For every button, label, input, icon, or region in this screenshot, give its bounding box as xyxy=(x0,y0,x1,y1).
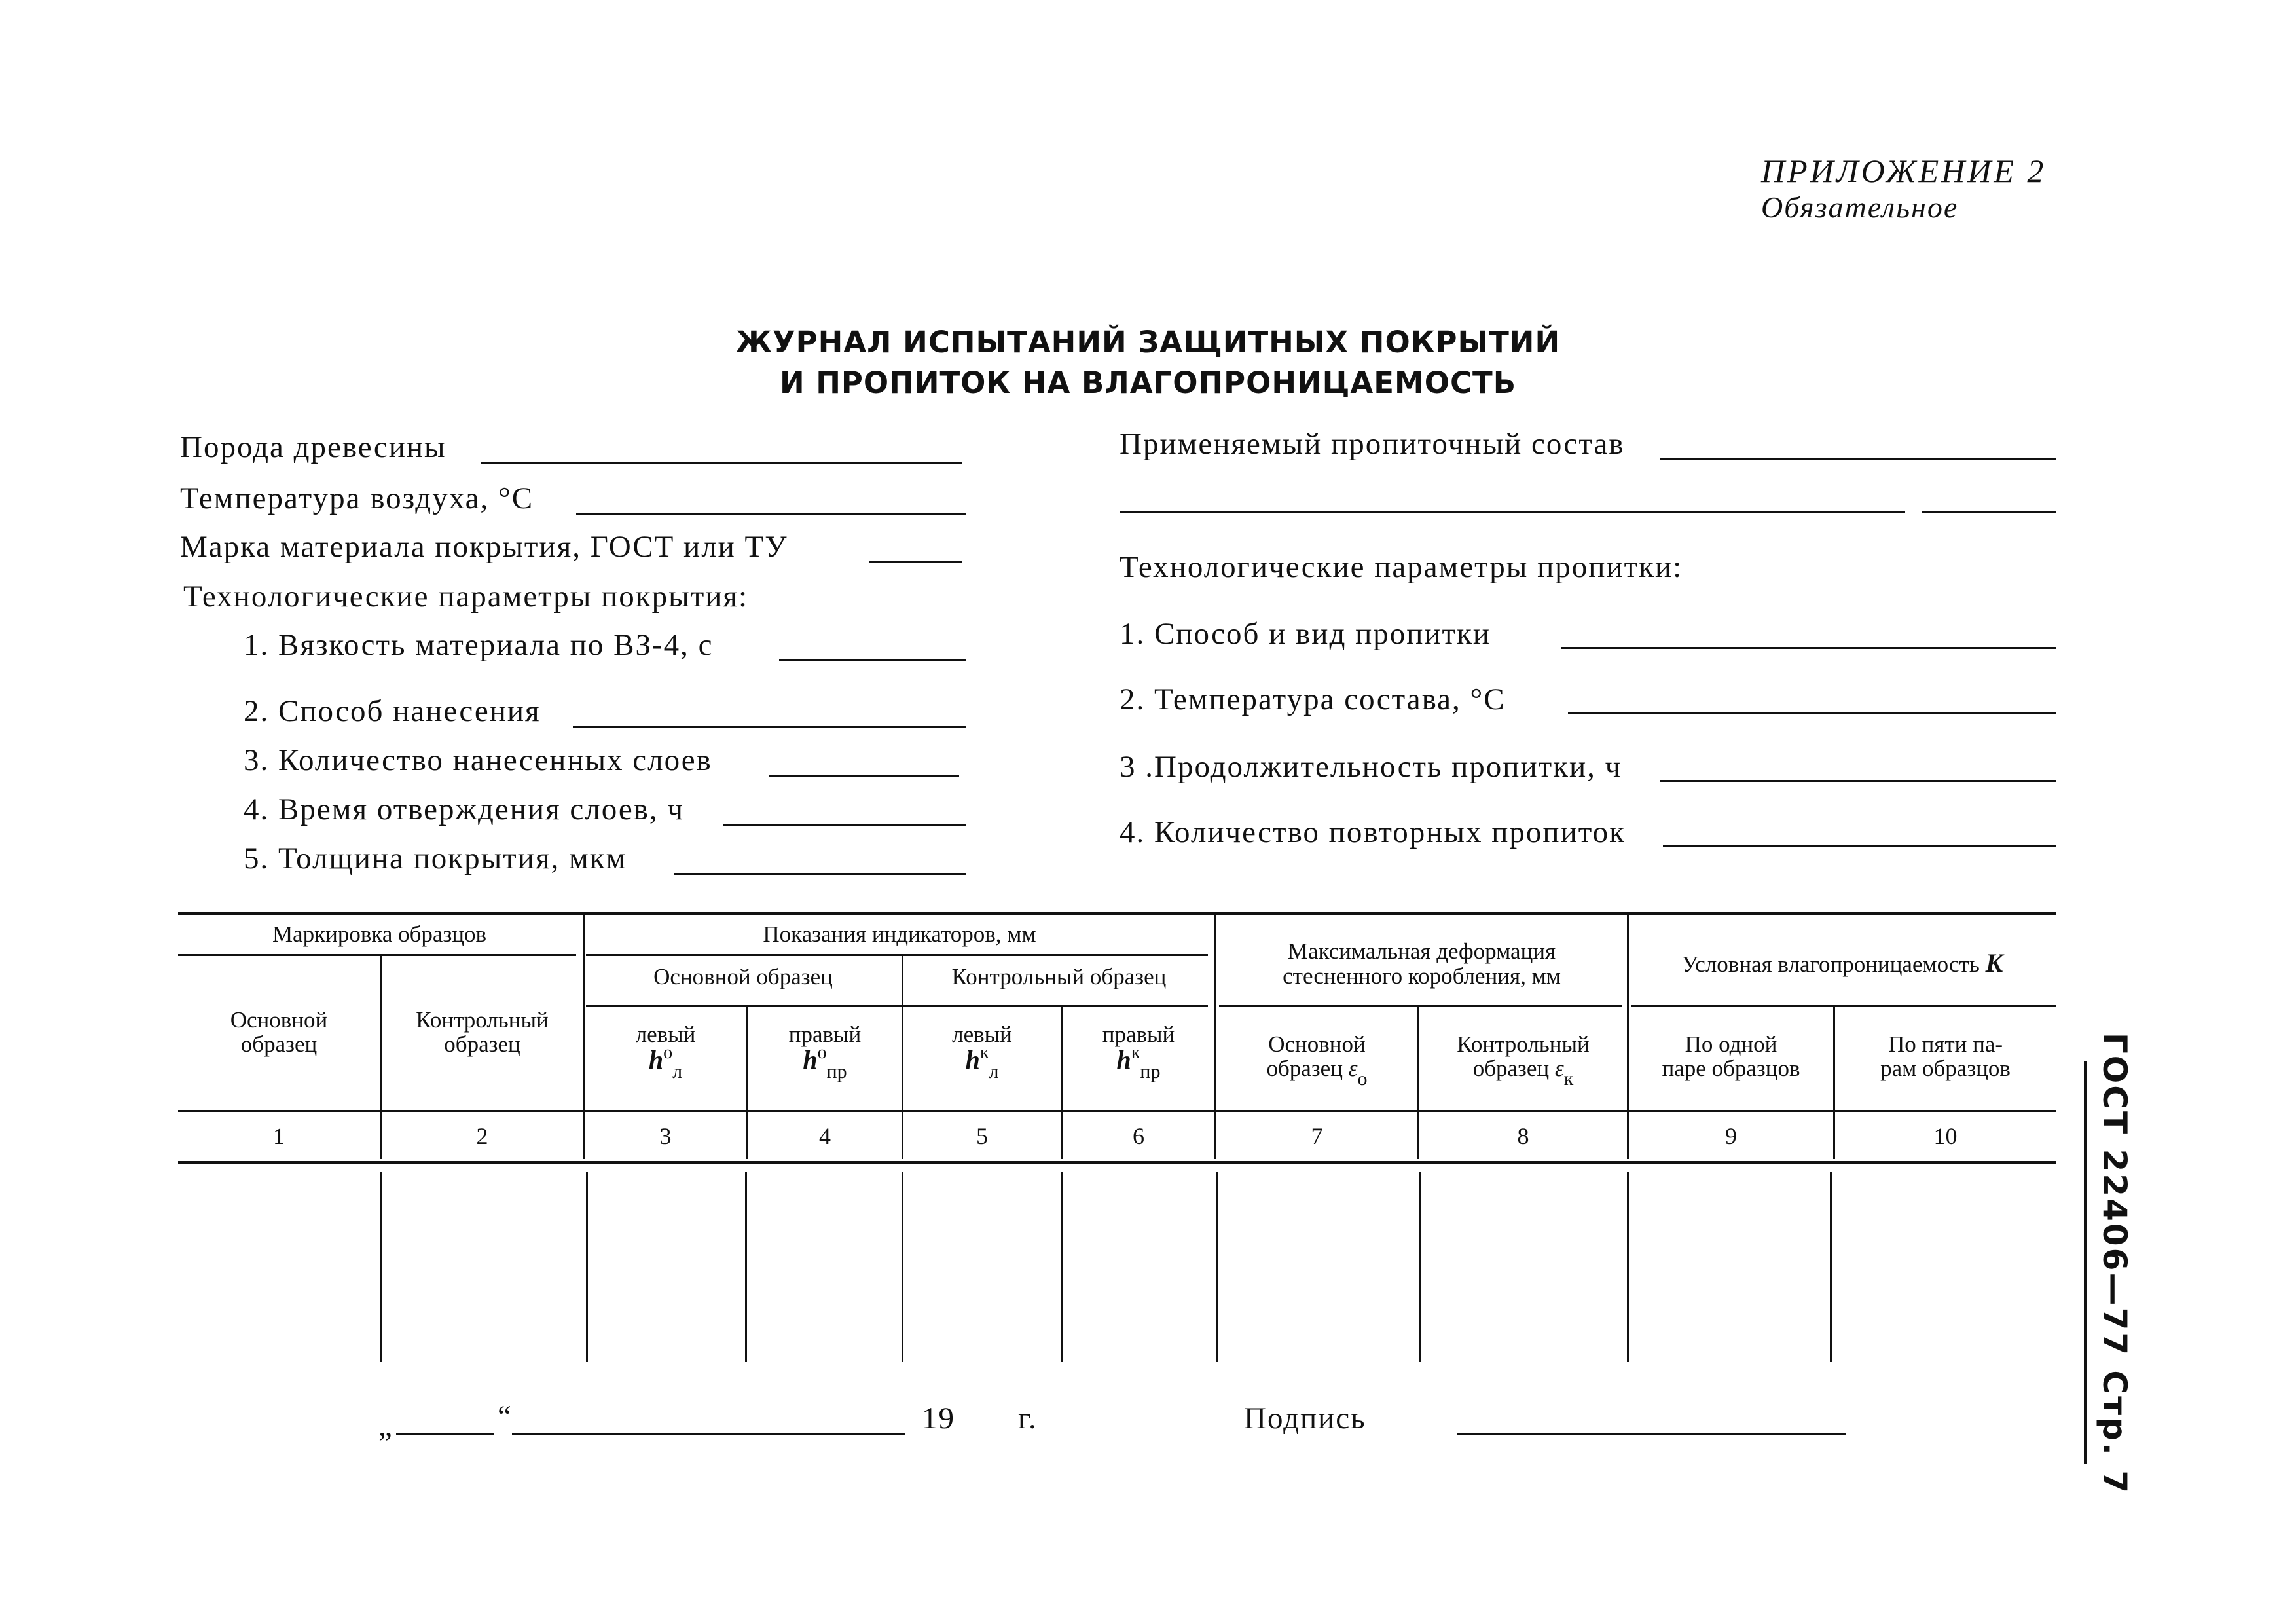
col-number-6: 6 xyxy=(1133,1123,1144,1149)
body-vrule-8 xyxy=(1627,1172,1629,1362)
subscript: пр xyxy=(1140,1061,1161,1082)
col7-label: образец xyxy=(1266,1056,1343,1081)
impregnation-item-3-blank[interactable] xyxy=(1660,780,2056,782)
impregnation-item-1-blank[interactable] xyxy=(1561,647,2056,649)
col8-header-line1: Контрольный xyxy=(1457,1031,1590,1057)
document-title-line2: И ПРОПИТОК НА ВЛАГОПРОНИЦАЕМОСТЬ xyxy=(779,365,1517,400)
col1-header-line1: Основной xyxy=(230,1007,328,1033)
coating-item-1-blank[interactable] xyxy=(779,659,966,661)
subscript: о xyxy=(1357,1068,1368,1090)
col3-symbol xyxy=(585,1043,746,1082)
coating-item-3-blank[interactable] xyxy=(769,775,959,777)
field-composition-blank-2a[interactable] xyxy=(1120,511,1905,513)
subscript: л xyxy=(672,1061,683,1082)
field-wood-blank[interactable] xyxy=(481,462,962,464)
coating-item-2-label: 2. Способ нанесения xyxy=(244,694,541,728)
col-number-8: 8 xyxy=(1517,1123,1529,1149)
date-day-blank[interactable] xyxy=(396,1433,494,1435)
body-vrule-5 xyxy=(1061,1172,1063,1362)
col-number-3: 3 xyxy=(659,1123,672,1149)
impregnation-item-1-label: 1. Способ и вид пропитки xyxy=(1120,617,1491,651)
body-vrule-3 xyxy=(745,1172,747,1362)
col8-label: образец xyxy=(1472,1056,1550,1081)
col2-header-line1: Контрольный xyxy=(416,1007,549,1033)
signature-blank[interactable] xyxy=(1457,1433,1846,1435)
superscript: к xyxy=(979,1043,989,1063)
table-top-rule xyxy=(178,912,2056,915)
superscript: о xyxy=(663,1043,673,1063)
symbol-k: K xyxy=(1985,948,2003,978)
header-deformation-group-line2: стесненного коробления, мм xyxy=(1283,963,1561,989)
rule-under-indicator-subgroups xyxy=(586,1005,1208,1007)
rule-under-indicators xyxy=(586,954,1208,956)
symbol-h: h xyxy=(965,1045,980,1075)
side-margin-label xyxy=(2082,1032,2147,1496)
col10-header-line2: рам образцов xyxy=(1880,1056,2011,1081)
impregnation-params-heading: Технологические параметры пропитки: xyxy=(1120,550,1683,584)
col1-header-line2: образец xyxy=(240,1031,318,1057)
rule-under-marking xyxy=(178,954,576,956)
col7-header-line2 xyxy=(1216,1056,1417,1090)
impregnation-item-3-label: 3 .Продолжительность пропитки, ч xyxy=(1120,750,1622,784)
body-vrule-4 xyxy=(902,1172,903,1362)
appendix-label: ПРИЛОЖЕНИЕ 2 xyxy=(1761,153,2047,189)
superscript: к xyxy=(1131,1043,1140,1063)
col3-header: левый xyxy=(635,1022,696,1047)
coating-item-1-label: 1. Вязкость материала по ВЗ-4, с xyxy=(244,628,714,662)
col9-header-line1: По одной xyxy=(1685,1031,1777,1057)
impregnation-item-2-blank[interactable] xyxy=(1568,712,2056,714)
coating-item-4-label: 4. Время отверждения слоев, ч xyxy=(244,792,685,826)
body-vrule-9 xyxy=(1830,1172,1832,1362)
rule-below-col-numbers xyxy=(178,1161,2056,1164)
field-wood-label: Порода древесины xyxy=(180,430,446,464)
col-number-9: 9 xyxy=(1725,1123,1737,1149)
col10-header-line1: По пяти па- xyxy=(1887,1031,2003,1057)
col4-header: правый xyxy=(788,1022,862,1047)
header-control-sample: Контрольный образец xyxy=(951,964,1167,989)
coating-item-2-blank[interactable] xyxy=(573,726,966,728)
date-year-prefix: 19 xyxy=(922,1401,955,1435)
symbol-h: h xyxy=(803,1045,818,1075)
symbol-epsilon: ε xyxy=(1554,1056,1564,1081)
signature-label: Подпись xyxy=(1244,1401,1366,1435)
impregnation-item-4-blank[interactable] xyxy=(1663,845,2056,847)
col-number-5: 5 xyxy=(976,1123,988,1149)
field-air-temp-blank[interactable] xyxy=(576,513,966,515)
header-marking-group: Маркировка образцов xyxy=(272,921,487,947)
rule-above-col-numbers xyxy=(178,1110,2056,1112)
col-number-4: 4 xyxy=(819,1123,831,1149)
field-air-temp-label: Температура воздуха, °С xyxy=(180,481,534,515)
header-deformation-group-line1: Максимальная деформация xyxy=(1287,938,1556,964)
date-open-quote: „ xyxy=(378,1409,393,1443)
col-number-10: 10 xyxy=(1933,1123,1958,1149)
coating-item-5-label: 5. Толщина покрытия, мкм xyxy=(244,841,627,876)
rule-under-deformation xyxy=(1219,1005,1622,1007)
coating-item-5-blank[interactable] xyxy=(674,873,966,875)
header-main-sample: Основной образец xyxy=(653,964,833,989)
symbol-epsilon: ε xyxy=(1348,1056,1358,1081)
coating-params-heading: Технологические параметры покрытия: xyxy=(183,580,749,614)
symbol-h: h xyxy=(648,1045,664,1075)
body-vrule-7 xyxy=(1419,1172,1421,1362)
body-vrule-1 xyxy=(380,1172,382,1362)
coating-item-4-blank[interactable] xyxy=(723,824,966,826)
symbol-h: h xyxy=(1116,1045,1131,1075)
col5-header: левый xyxy=(952,1022,1012,1047)
date-year-suffix: г. xyxy=(1018,1401,1038,1435)
superscript: о xyxy=(817,1043,827,1063)
col-number-2: 2 xyxy=(476,1123,488,1149)
coating-item-3-label: 3. Количество нанесенных слоев xyxy=(244,743,712,777)
body-vrule-2 xyxy=(586,1172,588,1362)
rule-under-permeability xyxy=(1631,1005,2056,1007)
col6-symbol xyxy=(1063,1043,1214,1082)
col2-header-line2: образец xyxy=(444,1031,520,1057)
field-composition-label: Применяемый пропиточный состав xyxy=(1120,427,1625,461)
subscript: к xyxy=(1563,1068,1574,1090)
standard-page-reference: ГОСТ 22406—77 Стр. 7 xyxy=(2096,1032,2134,1496)
subscript: л xyxy=(989,1061,999,1082)
appendix-status: Обязательное xyxy=(1761,191,1959,224)
col-number-7: 7 xyxy=(1311,1123,1323,1149)
subscript: пр xyxy=(826,1061,847,1082)
col4-symbol xyxy=(748,1043,902,1082)
field-composition-blank[interactable] xyxy=(1660,458,2056,460)
col9-header-line2: паре образцов xyxy=(1662,1056,1800,1081)
header-permeability-group xyxy=(1629,950,2056,977)
header-permeability-label: Условная влагопроницаемость xyxy=(1681,951,1980,977)
col7-header-line1: Основной xyxy=(1268,1031,1366,1057)
col8-header-line2 xyxy=(1419,1056,1627,1090)
document-title-line1: ЖУРНАЛ ИСПЫТАНИЙ ЗАЩИТНЫХ ПОКРЫТИЙ xyxy=(735,325,1561,360)
col-number-1: 1 xyxy=(273,1123,285,1149)
impregnation-item-4-label: 4. Количество повторных пропиток xyxy=(1120,815,1626,849)
date-close-quote: “ xyxy=(498,1399,513,1433)
col6-header: правый xyxy=(1102,1022,1175,1047)
impregnation-item-2-label: 2. Температура состава, °С xyxy=(1120,682,1506,716)
date-month-blank[interactable] xyxy=(512,1433,905,1435)
body-vrule-6 xyxy=(1216,1172,1218,1362)
header-indicators-group: Показания индикаторов, мм xyxy=(763,921,1036,947)
field-material-label: Марка материала покрытия, ГОСТ или ТУ xyxy=(180,530,788,564)
side-rule xyxy=(2084,1061,2087,1464)
field-composition-blank-2b[interactable] xyxy=(1922,511,2056,513)
field-material-blank[interactable] xyxy=(869,561,962,563)
col5-symbol xyxy=(903,1043,1061,1082)
